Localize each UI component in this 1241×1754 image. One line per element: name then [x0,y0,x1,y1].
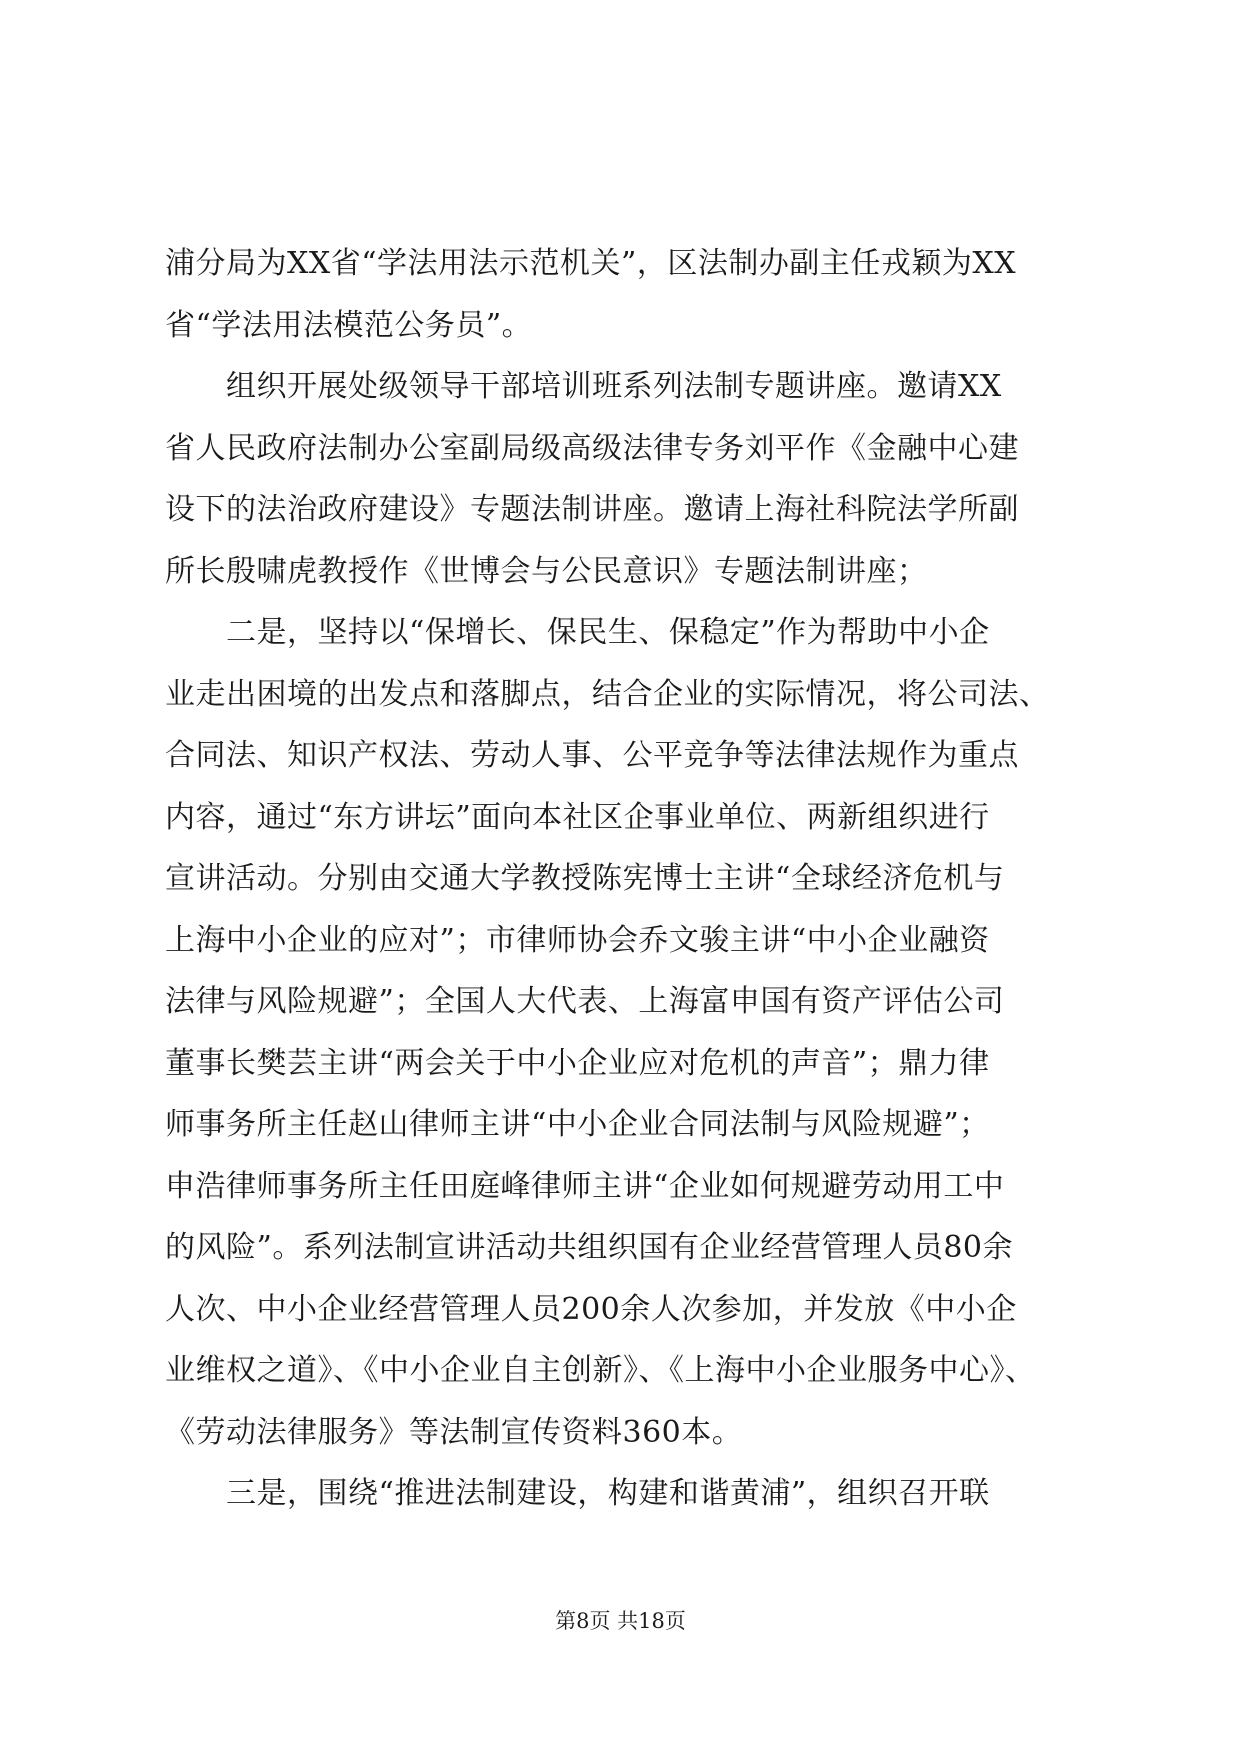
text-line: 师事务所主任赵山律师主讲“中小企业合同法制与风险规避”； [165,1107,990,1142]
text-line: 浦分局为XX省“学法用法示范机关”，区法制办副主任戎颖为XX [165,246,1017,281]
text-line: 业走出困境的出发点和落脚点，结合企业的实际情况，将公司法、 [165,676,1050,712]
body-text [165,233,1085,1525]
text-line: 组织开展处级领导干部培训班系列法制专题讲座。邀请XX [165,369,1002,404]
text-line: 内容，通过“东方讲坛”面向本社区企事业单位、两新组织进行 [165,799,990,835]
text-line: 《劳动法律服务》等法制宣传资料360本。 [165,1414,743,1450]
text-line: 的风险”。系列法制宣讲活动共组织国有企业经营管理人员80余 [165,1230,1014,1265]
text-line: 法律与风险规避”；全国人大代表、上海富申国有资产评估公司 [165,984,1005,1019]
text-line: 省“学法用法模范公务员”。 [165,307,533,343]
text-line: 三是，围绕“推进法制建设，构建和谐黄浦”，组织召开联 [165,1476,990,1511]
text-line: 业维权之道》、《中小企业自主创新》、《上海中小企业服务中心》、 [165,1353,1036,1388]
text-line: 合同法、知识产权法、劳动人事、公平竞争等法律法规作为重点 [165,738,1019,773]
text-line: 上海中小企业的应对”；市律师协会乔文骏主讲“中小企业融资 [165,922,990,958]
text-line: 人次、中小企业经营管理人员200余人次参加，并发放《中小企 [165,1291,1017,1327]
text-line: 董事长樊芸主讲“两会关于中小企业应对危机的声音”；鼎力律 [165,1045,990,1081]
text-line: 设下的法治政府建设》专题法制讲座。邀请上海社科院法学所副 [165,492,1019,527]
text-line: 申浩律师事务所主任田庭峰律师主讲“企业如何规避劳动用工中 [165,1168,1005,1204]
text-line: 二是，坚持以“保增长、保民生、保稳定”作为帮助中小企 [165,615,990,650]
text-line: 宣讲活动。分别由交通大学教授陈宪博士主讲“全球经济危机与 [165,861,1005,896]
text-line: 省人民政府法制办公室副局级高级法律专务刘平作《金融中心建 [165,430,1019,466]
page-number-footer: 第8页 共18页 [555,1609,686,1633]
text-line: 所长殷啸虎教授作《世博会与公民意识》专题法制讲座； [165,553,928,589]
